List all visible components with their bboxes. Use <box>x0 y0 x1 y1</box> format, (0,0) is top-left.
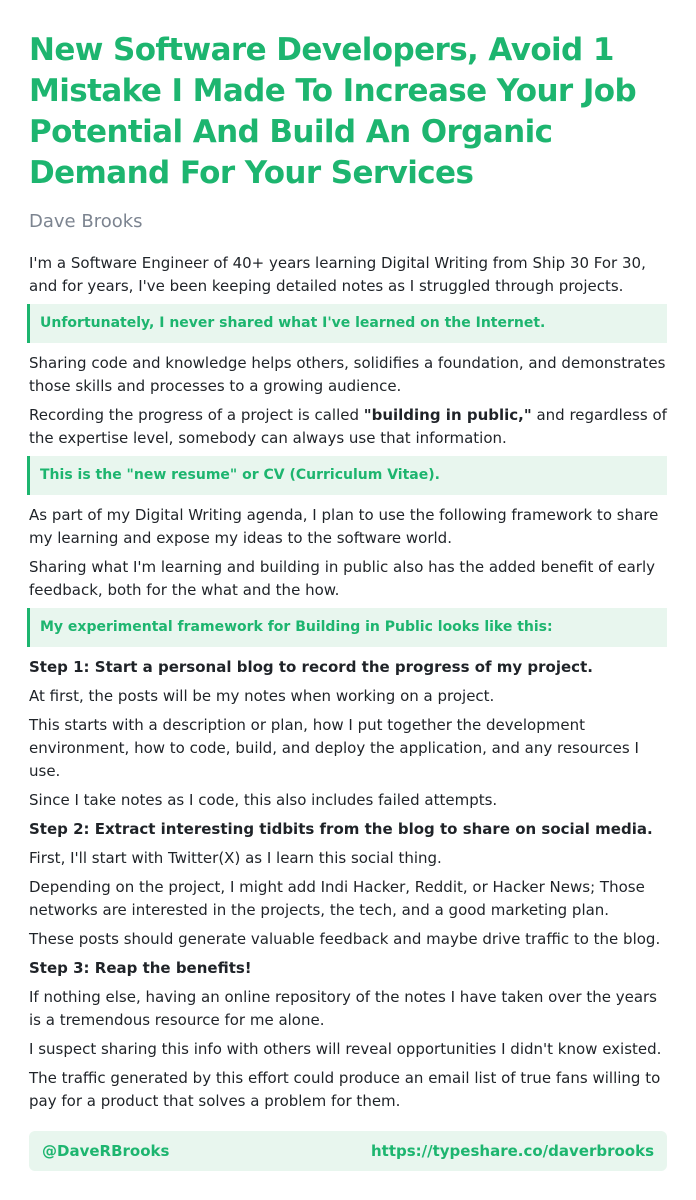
paragraph-email-list: The traffic generated by this effort could produce an email list of true fans willing to pay for a product that solves a problem for them. <box>29 1069 661 1110</box>
callout-new-resume: This is the "new resume" or CV (Curriculum Vitae). <box>27 456 667 495</box>
paragraph-intro: I'm a Software Engineer of 40+ years learning Digital Writing from Ship 30 For 30, and for years, I've been keeping detailed notes as I struggled through projects. <box>29 254 646 295</box>
typeshare-link[interactable]: https://typeshare.co/daverbrooks <box>370 1142 654 1160</box>
step-1-heading: Step 1: Start a personal blog to record the progress of my project. <box>29 658 593 676</box>
paragraph-building-in-public <box>29 404 667 450</box>
paragraph-sharing-code: Sharing code and knowledge helps others, solidifies a foundation, and demonstrates those skills and processes to a growing audience. <box>29 354 666 395</box>
author-name: Dave Brooks <box>29 211 143 232</box>
paragraph-digital-writing-agenda: As part of my Digital Writing agenda, I plan to use the following framework to share my learning and expose my ideas to the software world. <box>29 506 659 547</box>
footer-bar <box>29 1131 667 1171</box>
paragraph-opportunities: I suspect sharing this info with others will reveal opportunities I didn't know existed. <box>29 1040 662 1058</box>
paragraph-failed-attempts: Since I take notes as I code, this also includes failed attempts. <box>29 791 498 809</box>
author-handle: @DaveRBrooks <box>42 1142 170 1160</box>
callout-framework: My experimental framework for Building in Public looks like this: <box>27 608 667 647</box>
building-in-public-emphasis: "building in public," <box>363 406 532 424</box>
callout-never-shared: Unfortunately, I never shared what I've learned on the Internet. <box>27 304 667 343</box>
paragraph-text-end: and regardless of the expertise level, somebody can always use that information. <box>29 406 667 447</box>
paragraph-twitter: First, I'll start with Twitter(X) as I learn this social thing. <box>29 849 442 867</box>
article-title: New Software Developers, Avoid 1 Mistake I Made To Increase Your Job Potential And Build An Organic Demand For Your Services <box>29 32 637 191</box>
paragraph-posts-as-notes: At first, the posts will be my notes when working on a project. <box>29 687 495 705</box>
article-body <box>29 252 667 1113</box>
paragraph-description-or-plan: This starts with a description or plan, how I put together the development environment, how to code, build, and deploy the application, and any resources I use. <box>29 716 639 780</box>
paragraph-text-start: Recording the progress of a project is called <box>29 406 364 424</box>
step-2-heading: Step 2: Extract interesting tidbits from the blog to share on social media. <box>29 820 653 838</box>
paragraph-feedback-traffic: These posts should generate valuable feedback and maybe drive traffic to the blog. <box>29 930 661 948</box>
step-3-heading: Step 3: Reap the benefits! <box>29 959 252 977</box>
paragraph-other-networks: Depending on the project, I might add Indi Hacker, Reddit, or Hacker News; Those networks are interested in the projects, the tech, and a good marketing plan. <box>29 878 645 919</box>
paragraph-online-repository: If nothing else, having an online repository of the notes I have taken over the years is a tremendous resource for me alone. <box>29 988 657 1029</box>
paragraph-early-feedback: Sharing what I'm learning and building in public also has the added benefit of early feedback, both for the what and the how. <box>29 558 656 599</box>
